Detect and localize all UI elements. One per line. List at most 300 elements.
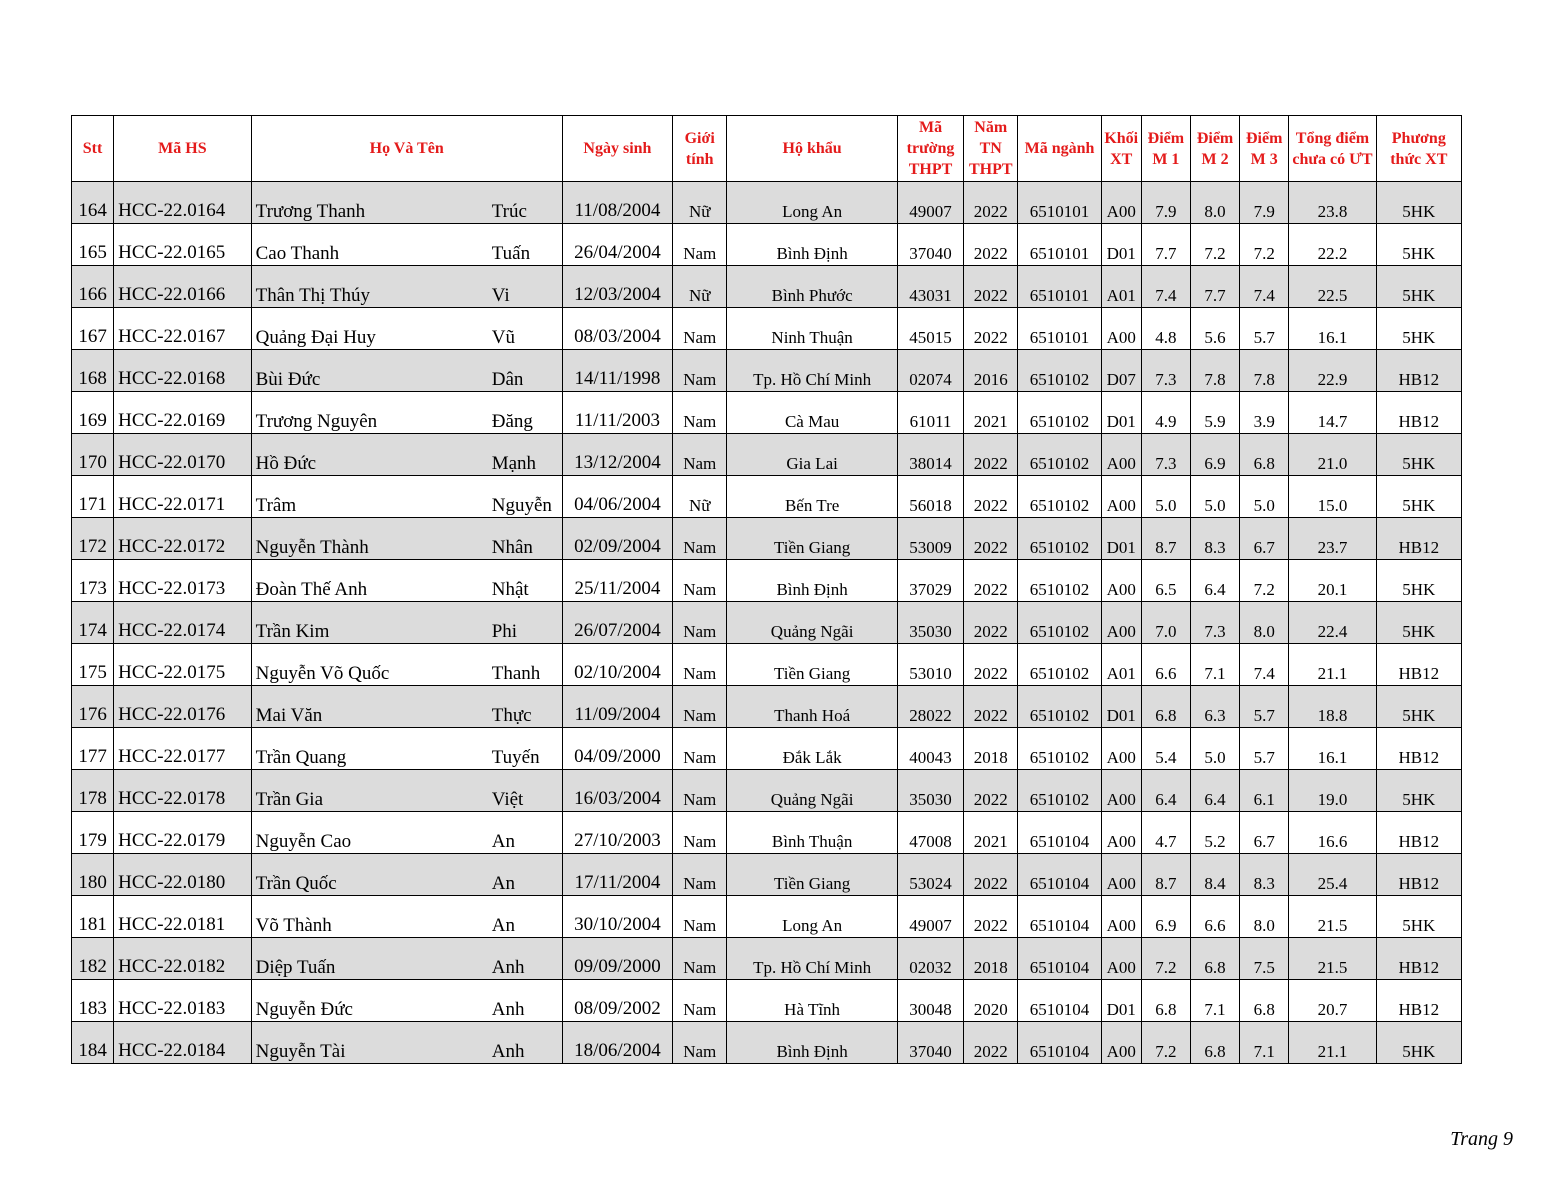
cell-stt: 178 <box>72 770 114 812</box>
cell-diem-m1: 7.0 <box>1141 602 1190 644</box>
cell-nam-tn: 2021 <box>964 812 1018 854</box>
cell-diem-m1: 7.7 <box>1141 224 1190 266</box>
header-stt: Stt <box>72 116 114 182</box>
table-row <box>72 812 1462 854</box>
cell-tong-diem: 18.8 <box>1289 686 1376 728</box>
cell-ma-hs: HCC-22.0164 <box>114 182 251 224</box>
last-name: Cao Thanh <box>255 243 340 264</box>
cell-ma-truong: 56018 <box>897 476 963 518</box>
last-name: Nguyễn Tài <box>255 1041 346 1062</box>
cell-gioi-tinh: Nam <box>673 308 727 350</box>
cell-ho-va-ten <box>251 476 562 518</box>
cell-ho-va-ten <box>251 266 562 308</box>
cell-stt: 170 <box>72 434 114 476</box>
header-ma-truong: Mã trường THPT <box>897 116 963 182</box>
cell-ma-truong: 35030 <box>897 602 963 644</box>
cell-ho-khau: Long An <box>727 896 898 938</box>
cell-ma-hs: HCC-22.0182 <box>114 938 251 980</box>
cell-ngay-sinh: 30/10/2004 <box>562 896 672 938</box>
cell-nam-tn: 2022 <box>964 770 1018 812</box>
cell-phuong-thuc: 5HK <box>1376 434 1461 476</box>
cell-ma-nganh: 6510102 <box>1018 728 1101 770</box>
cell-ho-khau: Đắk Lắk <box>727 728 898 770</box>
cell-ho-va-ten <box>251 854 562 896</box>
cell-ho-va-ten <box>251 770 562 812</box>
cell-ma-nganh: 6510104 <box>1018 896 1101 938</box>
cell-diem-m3: 3.9 <box>1240 392 1289 434</box>
student-roster-table <box>71 115 1462 1064</box>
cell-ma-hs: HCC-22.0170 <box>114 434 251 476</box>
cell-ho-khau: Ninh Thuận <box>727 308 898 350</box>
cell-ho-va-ten <box>251 896 562 938</box>
cell-phuong-thuc: HB12 <box>1376 350 1461 392</box>
cell-nam-tn: 2022 <box>964 434 1018 476</box>
cell-ngay-sinh: 02/09/2004 <box>562 518 672 560</box>
first-name: An <box>491 873 515 894</box>
last-name: Quảng Đại Huy <box>255 327 376 348</box>
cell-tong-diem: 20.1 <box>1289 560 1376 602</box>
cell-gioi-tinh: Nam <box>673 980 727 1022</box>
cell-khoi: A00 <box>1101 854 1141 896</box>
cell-ma-nganh: 6510102 <box>1018 602 1101 644</box>
cell-ma-hs: HCC-22.0178 <box>114 770 251 812</box>
cell-ma-nganh: 6510102 <box>1018 392 1101 434</box>
first-name: Tuyến <box>491 747 540 768</box>
cell-tong-diem: 16.6 <box>1289 812 1376 854</box>
cell-ma-hs: HCC-22.0176 <box>114 686 251 728</box>
cell-ho-khau: Tiền Giang <box>727 518 898 560</box>
header-ngay-sinh: Ngày sinh <box>562 116 672 182</box>
cell-ma-truong: 47008 <box>897 812 963 854</box>
cell-diem-m3: 7.5 <box>1240 938 1289 980</box>
last-name: Nguyễn Cao <box>255 831 352 852</box>
cell-stt: 173 <box>72 560 114 602</box>
table-row <box>72 350 1462 392</box>
cell-diem-m2: 7.3 <box>1190 602 1239 644</box>
cell-phuong-thuc: 5HK <box>1376 266 1461 308</box>
cell-ma-truong: 37040 <box>897 224 963 266</box>
cell-ma-truong: 38014 <box>897 434 963 476</box>
cell-ma-nganh: 6510104 <box>1018 1022 1101 1064</box>
cell-ma-truong: 43031 <box>897 266 963 308</box>
cell-tong-diem: 25.4 <box>1289 854 1376 896</box>
cell-ma-nganh: 6510101 <box>1018 308 1101 350</box>
cell-ma-truong: 53024 <box>897 854 963 896</box>
cell-nam-tn: 2018 <box>964 938 1018 980</box>
cell-gioi-tinh: Nam <box>673 854 727 896</box>
cell-phuong-thuc: HB12 <box>1376 812 1461 854</box>
first-name: An <box>491 831 515 852</box>
cell-khoi: A00 <box>1101 938 1141 980</box>
cell-diem-m1: 7.3 <box>1141 434 1190 476</box>
cell-ho-khau: Bến Tre <box>727 476 898 518</box>
cell-ma-truong: 49007 <box>897 182 963 224</box>
cell-ho-va-ten <box>251 308 562 350</box>
cell-ngay-sinh: 16/03/2004 <box>562 770 672 812</box>
cell-ma-nganh: 6510102 <box>1018 350 1101 392</box>
first-name: Việt <box>491 789 524 810</box>
cell-nam-tn: 2022 <box>964 308 1018 350</box>
cell-diem-m2: 8.4 <box>1190 854 1239 896</box>
cell-nam-tn: 2022 <box>964 518 1018 560</box>
cell-nam-tn: 2016 <box>964 350 1018 392</box>
header-ma-nganh: Mã ngành <box>1018 116 1101 182</box>
cell-diem-m2: 8.3 <box>1190 518 1239 560</box>
cell-diem-m3: 7.8 <box>1240 350 1289 392</box>
cell-ngay-sinh: 09/09/2000 <box>562 938 672 980</box>
cell-diem-m3: 5.0 <box>1240 476 1289 518</box>
table-body <box>72 182 1462 1064</box>
cell-ma-truong: 02032 <box>897 938 963 980</box>
cell-phuong-thuc: 5HK <box>1376 770 1461 812</box>
cell-ma-truong: 61011 <box>897 392 963 434</box>
last-name: Trần Kim <box>255 621 330 642</box>
cell-ma-hs: HCC-22.0179 <box>114 812 251 854</box>
cell-ngay-sinh: 08/09/2002 <box>562 980 672 1022</box>
cell-ho-va-ten <box>251 182 562 224</box>
cell-stt: 174 <box>72 602 114 644</box>
first-name: Nhân <box>491 537 533 558</box>
cell-tong-diem: 22.2 <box>1289 224 1376 266</box>
cell-tong-diem: 23.7 <box>1289 518 1376 560</box>
table-row <box>72 266 1462 308</box>
cell-ma-truong: 40043 <box>897 728 963 770</box>
cell-gioi-tinh: Nam <box>673 686 727 728</box>
cell-diem-m2: 6.4 <box>1190 770 1239 812</box>
cell-nam-tn: 2022 <box>964 266 1018 308</box>
cell-khoi: A00 <box>1101 896 1141 938</box>
cell-diem-m2: 8.0 <box>1190 182 1239 224</box>
cell-diem-m3: 6.7 <box>1240 518 1289 560</box>
table-row <box>72 938 1462 980</box>
cell-diem-m3: 5.7 <box>1240 728 1289 770</box>
cell-khoi: D07 <box>1101 350 1141 392</box>
cell-phuong-thuc: HB12 <box>1376 728 1461 770</box>
cell-khoi: A01 <box>1101 266 1141 308</box>
cell-ma-nganh: 6510102 <box>1018 644 1101 686</box>
first-name: Phi <box>491 621 518 642</box>
first-name: Vi <box>491 285 510 306</box>
table-row <box>72 602 1462 644</box>
cell-ma-nganh: 6510104 <box>1018 938 1101 980</box>
cell-diem-m2: 5.9 <box>1190 392 1239 434</box>
header-phuong-thuc: Phương thức XT <box>1376 116 1461 182</box>
table-row <box>72 1022 1462 1064</box>
cell-ho-khau: Bình Định <box>727 1022 898 1064</box>
cell-stt: 172 <box>72 518 114 560</box>
cell-ma-nganh: 6510102 <box>1018 770 1101 812</box>
cell-ho-khau: Bình Phước <box>727 266 898 308</box>
cell-tong-diem: 22.4 <box>1289 602 1376 644</box>
cell-gioi-tinh: Nam <box>673 644 727 686</box>
cell-ma-hs: HCC-22.0171 <box>114 476 251 518</box>
cell-ho-va-ten <box>251 224 562 266</box>
cell-diem-m3: 8.0 <box>1240 896 1289 938</box>
cell-ngay-sinh: 08/03/2004 <box>562 308 672 350</box>
cell-ngay-sinh: 13/12/2004 <box>562 434 672 476</box>
last-name: Trâm <box>255 495 297 516</box>
cell-diem-m1: 8.7 <box>1141 854 1190 896</box>
table-row <box>72 518 1462 560</box>
cell-gioi-tinh: Nam <box>673 812 727 854</box>
cell-stt: 179 <box>72 812 114 854</box>
cell-nam-tn: 2022 <box>964 224 1018 266</box>
cell-ma-truong: 30048 <box>897 980 963 1022</box>
cell-diem-m1: 6.9 <box>1141 896 1190 938</box>
cell-ma-nganh: 6510102 <box>1018 518 1101 560</box>
table-row <box>72 854 1462 896</box>
cell-tong-diem: 21.5 <box>1289 938 1376 980</box>
cell-ngay-sinh: 04/09/2000 <box>562 728 672 770</box>
cell-diem-m2: 7.1 <box>1190 644 1239 686</box>
cell-stt: 166 <box>72 266 114 308</box>
table-header-row <box>72 116 1462 182</box>
cell-diem-m3: 5.7 <box>1240 308 1289 350</box>
cell-stt: 183 <box>72 980 114 1022</box>
header-ho-khau: Hộ khẩu <box>727 116 898 182</box>
cell-ma-nganh: 6510104 <box>1018 812 1101 854</box>
table-row <box>72 224 1462 266</box>
cell-ngay-sinh: 12/03/2004 <box>562 266 672 308</box>
cell-ma-truong: 35030 <box>897 770 963 812</box>
cell-ho-va-ten <box>251 1022 562 1064</box>
cell-ma-hs: HCC-22.0165 <box>114 224 251 266</box>
cell-khoi: D01 <box>1101 392 1141 434</box>
last-name: Diệp Tuấn <box>255 957 336 978</box>
first-name: Đăng <box>491 411 533 432</box>
cell-ho-khau: Thanh Hoá <box>727 686 898 728</box>
table-row <box>72 560 1462 602</box>
last-name: Thân Thị Thúy <box>255 285 370 306</box>
cell-diem-m1: 6.6 <box>1141 644 1190 686</box>
cell-ho-khau: Quảng Ngãi <box>727 602 898 644</box>
cell-gioi-tinh: Nam <box>673 896 727 938</box>
last-name: Trương Thanh <box>255 201 366 222</box>
cell-khoi: A00 <box>1101 308 1141 350</box>
cell-diem-m2: 7.2 <box>1190 224 1239 266</box>
cell-diem-m3: 8.3 <box>1240 854 1289 896</box>
cell-gioi-tinh: Nữ <box>673 266 727 308</box>
cell-ho-khau: Tp. Hồ Chí Minh <box>727 350 898 392</box>
table-row <box>72 980 1462 1022</box>
header-nam-tn: Năm TN THPT <box>964 116 1018 182</box>
cell-nam-tn: 2022 <box>964 560 1018 602</box>
cell-ma-truong: 37040 <box>897 1022 963 1064</box>
cell-tong-diem: 19.0 <box>1289 770 1376 812</box>
cell-diem-m2: 6.8 <box>1190 938 1239 980</box>
cell-tong-diem: 16.1 <box>1289 728 1376 770</box>
cell-ma-nganh: 6510104 <box>1018 854 1101 896</box>
last-name: Nguyễn Thành <box>255 537 369 558</box>
cell-phuong-thuc: HB12 <box>1376 980 1461 1022</box>
cell-stt: 164 <box>72 182 114 224</box>
cell-ho-va-ten <box>251 434 562 476</box>
cell-diem-m1: 6.5 <box>1141 560 1190 602</box>
header-diem-m1: Điểm M 1 <box>1141 116 1190 182</box>
table-row <box>72 476 1462 518</box>
cell-ho-khau: Tp. Hồ Chí Minh <box>727 938 898 980</box>
table-row <box>72 728 1462 770</box>
cell-ho-va-ten <box>251 560 562 602</box>
cell-diem-m1: 5.4 <box>1141 728 1190 770</box>
cell-diem-m2: 7.8 <box>1190 350 1239 392</box>
cell-phuong-thuc: 5HK <box>1376 308 1461 350</box>
cell-khoi: D01 <box>1101 980 1141 1022</box>
cell-gioi-tinh: Nam <box>673 224 727 266</box>
cell-gioi-tinh: Nữ <box>673 182 727 224</box>
cell-ngay-sinh: 11/09/2004 <box>562 686 672 728</box>
table-row <box>72 434 1462 476</box>
first-name: Anh <box>491 1041 525 1062</box>
cell-ho-khau: Long An <box>727 182 898 224</box>
cell-ma-truong: 45015 <box>897 308 963 350</box>
cell-phuong-thuc: 5HK <box>1376 476 1461 518</box>
cell-gioi-tinh: Nam <box>673 434 727 476</box>
cell-phuong-thuc: 5HK <box>1376 896 1461 938</box>
cell-ma-nganh: 6510104 <box>1018 980 1101 1022</box>
cell-gioi-tinh: Nam <box>673 602 727 644</box>
page-number: Trang 9 <box>1450 1128 1513 1150</box>
cell-khoi: A00 <box>1101 728 1141 770</box>
cell-ho-khau: Gia Lai <box>727 434 898 476</box>
first-name: Thực <box>491 705 532 726</box>
cell-stt: 181 <box>72 896 114 938</box>
header-ho-va-ten: Họ Và Tên <box>251 116 562 182</box>
cell-ngay-sinh: 26/04/2004 <box>562 224 672 266</box>
cell-ngay-sinh: 11/11/2003 <box>562 392 672 434</box>
table-row <box>72 644 1462 686</box>
cell-tong-diem: 21.5 <box>1289 896 1376 938</box>
cell-stt: 177 <box>72 728 114 770</box>
cell-diem-m2: 7.7 <box>1190 266 1239 308</box>
cell-gioi-tinh: Nam <box>673 770 727 812</box>
cell-ma-truong: 53010 <box>897 644 963 686</box>
last-name: Võ Thành <box>255 915 332 936</box>
first-name: Dân <box>491 369 524 390</box>
cell-stt: 176 <box>72 686 114 728</box>
cell-ma-nganh: 6510102 <box>1018 434 1101 476</box>
cell-ma-hs: HCC-22.0168 <box>114 350 251 392</box>
cell-phuong-thuc: 5HK <box>1376 686 1461 728</box>
cell-phuong-thuc: HB12 <box>1376 938 1461 980</box>
cell-ho-khau: Cà Mau <box>727 392 898 434</box>
cell-diem-m1: 7.4 <box>1141 266 1190 308</box>
table-row <box>72 182 1462 224</box>
cell-diem-m3: 7.1 <box>1240 1022 1289 1064</box>
cell-ma-hs: HCC-22.0166 <box>114 266 251 308</box>
cell-diem-m3: 6.8 <box>1240 980 1289 1022</box>
table-row <box>72 896 1462 938</box>
cell-diem-m2: 5.0 <box>1190 476 1239 518</box>
cell-phuong-thuc: 5HK <box>1376 182 1461 224</box>
first-name: Anh <box>491 957 525 978</box>
cell-diem-m3: 7.4 <box>1240 266 1289 308</box>
cell-gioi-tinh: Nam <box>673 728 727 770</box>
cell-ho-va-ten <box>251 602 562 644</box>
cell-stt: 184 <box>72 1022 114 1064</box>
cell-ma-hs: HCC-22.0174 <box>114 602 251 644</box>
cell-ho-va-ten <box>251 392 562 434</box>
cell-gioi-tinh: Nam <box>673 938 727 980</box>
cell-ngay-sinh: 18/06/2004 <box>562 1022 672 1064</box>
header-ma-hs: Mã HS <box>114 116 251 182</box>
cell-khoi: A00 <box>1101 182 1141 224</box>
cell-diem-m3: 7.9 <box>1240 182 1289 224</box>
cell-stt: 182 <box>72 938 114 980</box>
first-name: An <box>491 915 515 936</box>
cell-ho-va-ten <box>251 518 562 560</box>
cell-ngay-sinh: 11/08/2004 <box>562 182 672 224</box>
cell-tong-diem: 21.1 <box>1289 644 1376 686</box>
cell-diem-m2: 5.0 <box>1190 728 1239 770</box>
cell-tong-diem: 21.1 <box>1289 1022 1376 1064</box>
cell-ma-nganh: 6510101 <box>1018 266 1101 308</box>
cell-nam-tn: 2018 <box>964 728 1018 770</box>
cell-ma-nganh: 6510102 <box>1018 476 1101 518</box>
cell-nam-tn: 2022 <box>964 854 1018 896</box>
first-name: Vũ <box>491 327 515 348</box>
cell-ma-hs: HCC-22.0169 <box>114 392 251 434</box>
cell-ma-hs: HCC-22.0180 <box>114 854 251 896</box>
last-name: Nguyễn Đức <box>255 999 353 1020</box>
cell-diem-m3: 7.4 <box>1240 644 1289 686</box>
cell-gioi-tinh: Nữ <box>673 476 727 518</box>
cell-nam-tn: 2022 <box>964 476 1018 518</box>
cell-ngay-sinh: 26/07/2004 <box>562 602 672 644</box>
cell-khoi: A00 <box>1101 812 1141 854</box>
cell-diem-m1: 4.8 <box>1141 308 1190 350</box>
cell-ngay-sinh: 17/11/2004 <box>562 854 672 896</box>
cell-nam-tn: 2022 <box>964 644 1018 686</box>
header-tong-diem: Tổng điểm chưa có ƯT <box>1289 116 1376 182</box>
cell-diem-m3: 6.7 <box>1240 812 1289 854</box>
cell-ma-truong: 02074 <box>897 350 963 392</box>
cell-diem-m1: 7.9 <box>1141 182 1190 224</box>
cell-stt: 169 <box>72 392 114 434</box>
cell-ma-truong: 37029 <box>897 560 963 602</box>
cell-stt: 171 <box>72 476 114 518</box>
cell-stt: 175 <box>72 644 114 686</box>
last-name: Mai Văn <box>255 705 323 726</box>
header-diem-m2: Điểm M 2 <box>1190 116 1239 182</box>
cell-diem-m1: 6.8 <box>1141 980 1190 1022</box>
cell-phuong-thuc: HB12 <box>1376 392 1461 434</box>
cell-diem-m3: 8.0 <box>1240 602 1289 644</box>
cell-ma-truong: 53009 <box>897 518 963 560</box>
cell-ngay-sinh: 14/11/1998 <box>562 350 672 392</box>
cell-nam-tn: 2022 <box>964 896 1018 938</box>
cell-diem-m2: 5.6 <box>1190 308 1239 350</box>
cell-diem-m3: 5.7 <box>1240 686 1289 728</box>
cell-stt: 165 <box>72 224 114 266</box>
first-name: Nguyễn <box>491 495 552 516</box>
cell-gioi-tinh: Nam <box>673 560 727 602</box>
cell-gioi-tinh: Nam <box>673 1022 727 1064</box>
cell-ho-khau: Bình Định <box>727 560 898 602</box>
header-gioi-tinh: Giới tính <box>673 116 727 182</box>
header-khoi: Khối XT <box>1101 116 1141 182</box>
cell-diem-m3: 6.8 <box>1240 434 1289 476</box>
cell-ho-khau: Tiền Giang <box>727 854 898 896</box>
cell-tong-diem: 22.5 <box>1289 266 1376 308</box>
first-name: Nhật <box>491 579 529 600</box>
cell-diem-m1: 5.0 <box>1141 476 1190 518</box>
cell-ma-hs: HCC-22.0181 <box>114 896 251 938</box>
last-name: Trương Nguyên <box>255 411 378 432</box>
cell-diem-m2: 6.6 <box>1190 896 1239 938</box>
cell-diem-m2: 7.1 <box>1190 980 1239 1022</box>
cell-diem-m2: 6.9 <box>1190 434 1239 476</box>
